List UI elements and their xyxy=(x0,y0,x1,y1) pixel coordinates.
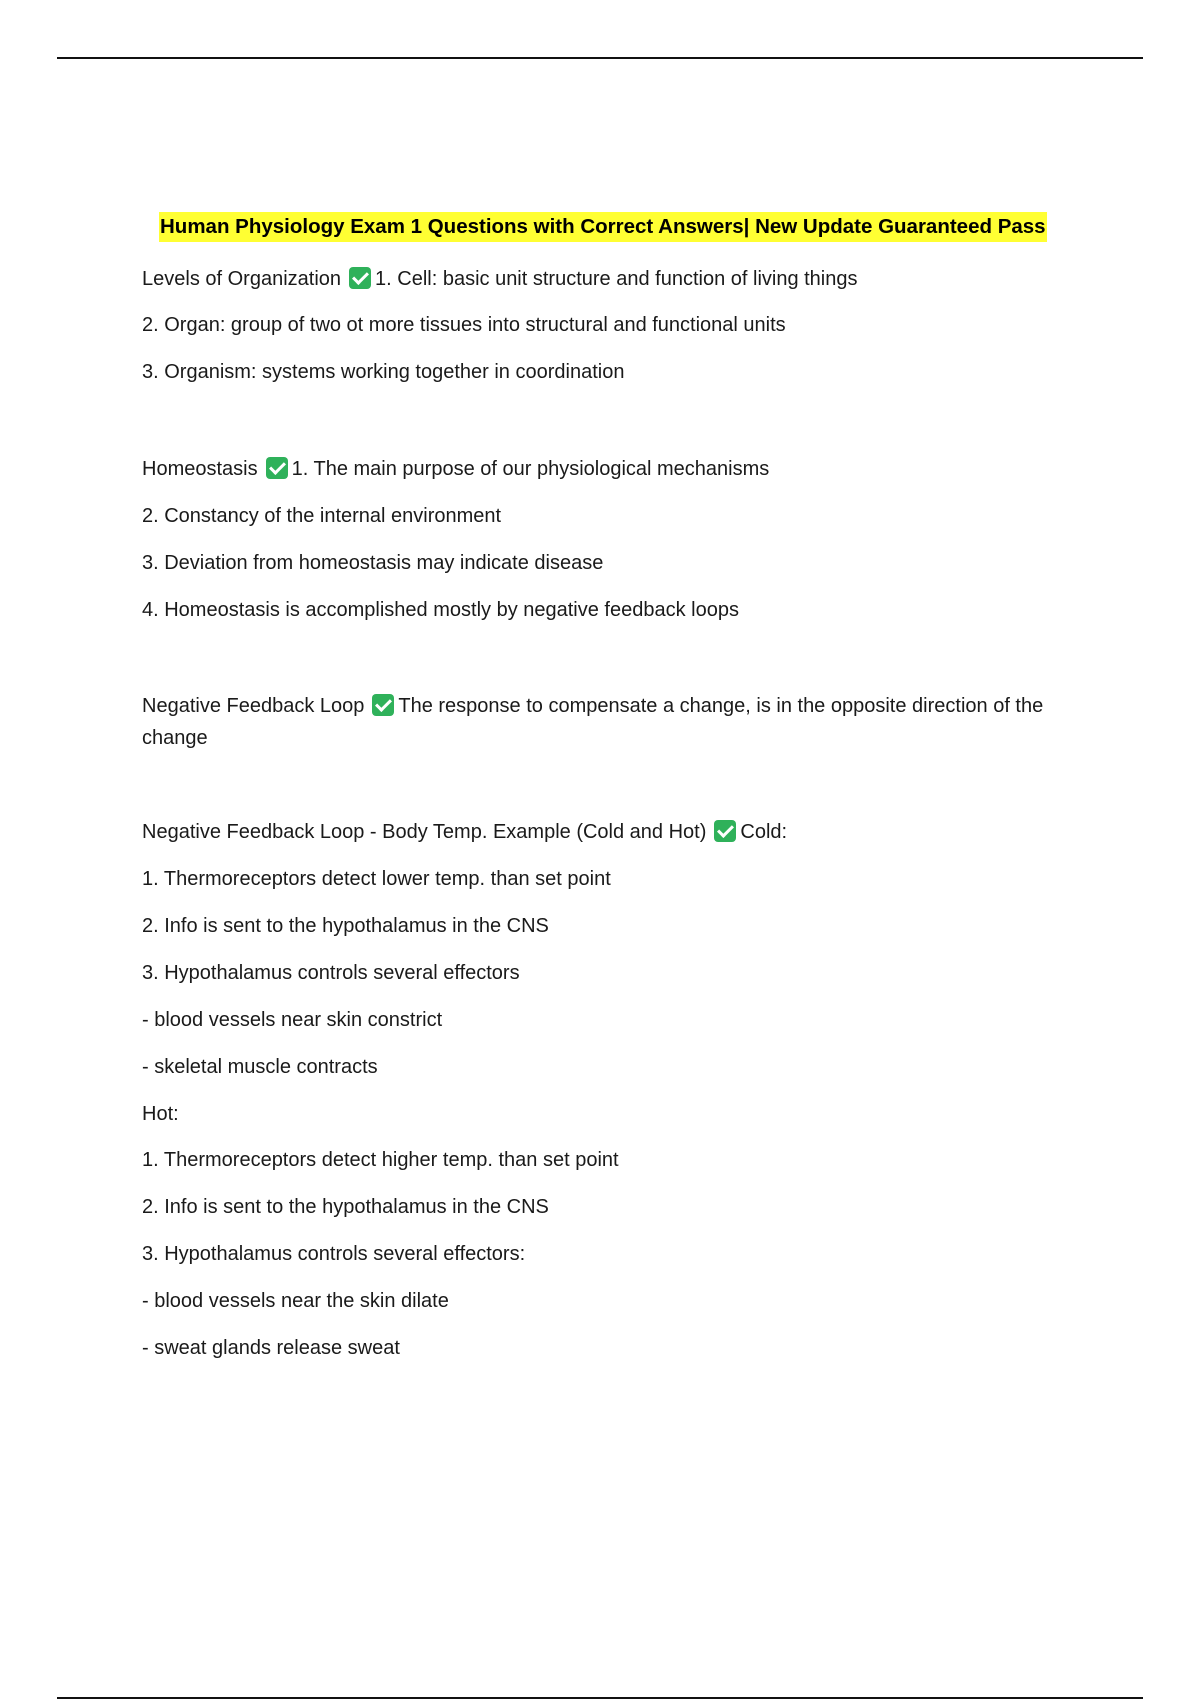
question-line xyxy=(142,818,787,846)
answer-text: Cold: xyxy=(740,821,788,843)
answer-line: 2. Constancy of the internal environment xyxy=(142,505,502,527)
question-line xyxy=(142,690,1052,754)
question-text: Levels of Organization xyxy=(142,268,342,290)
question-line xyxy=(142,455,769,483)
answer-line: 3. Hypothalamus controls several effectors xyxy=(142,962,520,984)
answer-line: - blood vessels near skin constrict xyxy=(142,1009,443,1031)
answer-line: 1. Thermoreceptors detect higher temp. than set point xyxy=(142,1149,619,1171)
answer-text: 1. The main purpose of our physiological mechanisms xyxy=(291,458,770,480)
answer-line: 1. Thermoreceptors detect lower temp. than set point xyxy=(142,868,611,890)
question-text: Negative Feedback Loop xyxy=(142,695,365,717)
question-line xyxy=(142,265,858,293)
check-mark-icon xyxy=(372,694,394,716)
answer-line: 4. Homeostasis is accomplished mostly by negative feedback loops xyxy=(142,599,739,621)
question-text: Negative Feedback Loop - Body Temp. Example (Cold and Hot) xyxy=(142,821,707,843)
answer-line: - sweat glands release sweat xyxy=(142,1337,400,1359)
answer-line: 2. Info is sent to the hypothalamus in the CNS xyxy=(142,915,549,937)
check-mark-icon xyxy=(349,267,371,289)
footer-rule xyxy=(57,1697,1143,1699)
answer-line: - blood vessels near the skin dilate xyxy=(142,1290,449,1312)
answer-line: Hot: xyxy=(142,1103,179,1125)
answer-line: 3. Hypothalamus controls several effectors: xyxy=(142,1243,526,1265)
answer-line: 3. Deviation from homeostasis may indicate disease xyxy=(142,552,604,574)
answer-line: - skeletal muscle contracts xyxy=(142,1056,378,1078)
check-mark-icon xyxy=(266,457,288,479)
answer-line: 2. Info is sent to the hypothalamus in the CNS xyxy=(142,1196,549,1218)
document-title: Human Physiology Exam 1 Questions with Correct Answers| New Update Guaranteed Pass xyxy=(159,212,1047,242)
answer-line: 2. Organ: group of two ot more tissues into structural and functional units xyxy=(142,314,786,336)
header-rule xyxy=(57,57,1143,59)
answer-text: 1. Cell: basic unit structure and function of living things xyxy=(375,268,858,290)
answer-line: 3. Organism: systems working together in coordination xyxy=(142,361,625,383)
answer-text: The response to compensate a change, is in the opposite direction of the change xyxy=(142,695,1044,749)
question-text: Homeostasis xyxy=(142,458,258,480)
check-mark-icon xyxy=(714,820,736,842)
